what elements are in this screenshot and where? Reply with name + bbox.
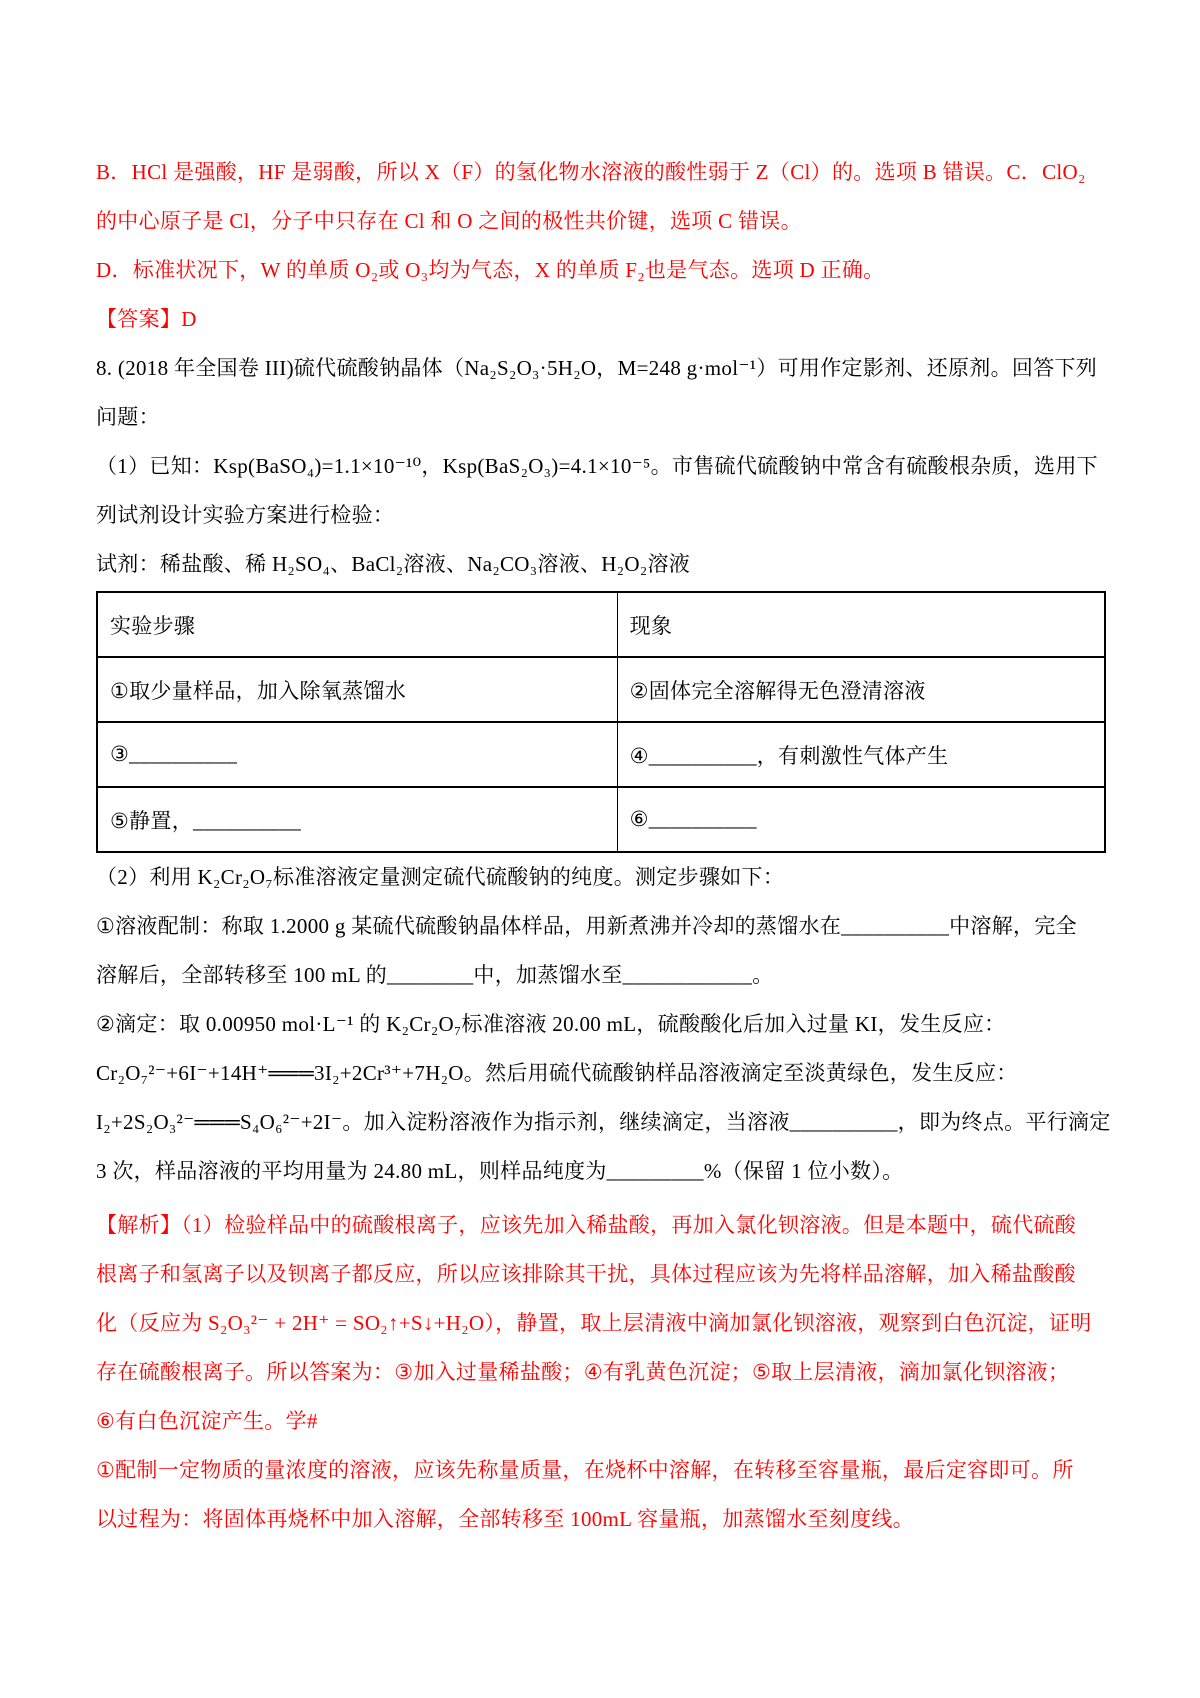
analysis-line: 【解析】（1）检验样品中的硫酸根离子，应该先加入稀盐酸，再加入氯化钡溶液。但是本题中，硫代硫酸 — [96, 1213, 1077, 1237]
table-cell-phenomenon: ④__________，有刺激性气体产生 — [617, 722, 1105, 787]
analysis-line: 化（反应为 S₂O₃²⁻ + 2H⁺ = SO₂↑+S↓+H₂O），静置，取上层清液中滴加氯化钡溶液，观察到白色沉淀，证明 — [96, 1311, 1092, 1335]
question-part2-line: ①溶液配制：称取 1.2000 g 某硫代硫酸钠晶体样品，用新煮沸并冷却的蒸馏水在__________中溶解，完全 — [96, 914, 1077, 938]
option-analysis-line: D．标准状况下，W 的单质 O₂或 O₃均为气态，X 的单质 F₂也是气态。选项 D 正确。 — [96, 258, 885, 282]
analysis-line: ①配制一定物质的量浓度的溶液，应该先称量质量，在烧杯中溶解，在转移至容量瓶，最后定容即可。所 — [96, 1458, 1074, 1482]
reagents-line: 试剂：稀盐酸、稀 H₂SO₄、BaCl₂溶液、Na₂CO₃溶液、H₂O₂溶液 — [96, 552, 691, 576]
option-analysis-line: 的中心原子是 Cl，分子中只存在 Cl 和 O 之间的极性共价键，选项 C 错误。 — [96, 209, 802, 233]
analysis-line: ⑥有白色沉淀产生。学# — [96, 1409, 318, 1433]
analysis-line: 以过程为：将固体再烧杯中加入溶解，全部转移至 100mL 容量瓶，加蒸馏水至刻度线。 — [96, 1507, 914, 1531]
table-cell-step: ③__________ — [97, 722, 617, 787]
experiment-table — [96, 591, 1106, 853]
question-part2-line: 3 次，样品溶液的平均用量为 24.80 mL，则样品纯度为_________%（保留 1 位小数）。 — [96, 1159, 904, 1183]
table-cell-step: ⑤静置，__________ — [97, 787, 617, 852]
question-part2-line: ②滴定：取 0.00950 mol·L⁻¹ 的 K₂Cr₂O₇标准溶液 20.00 mL，硫酸酸化后加入过量 KI，发生反应： — [96, 1012, 1006, 1036]
equation-line: Cr₂O₇²⁻+6I⁻+14H⁺═══3I₂+2Cr³⁺+7H₂O。然后用硫代硫酸钠样品溶液滴定至淡黄绿色，发生反应： — [96, 1061, 1018, 1085]
answer-line: 【答案】D — [96, 307, 197, 331]
analysis-line: 根离子和氢离子以及钡离子都反应，所以应该排除其干扰，具体过程应该为先将样品溶解，加入稀盐酸酸 — [96, 1262, 1076, 1286]
question-part2-line: 溶解后，全部转移至 100 mL 的________中，加蒸馏水至____________。 — [96, 963, 774, 987]
document-content — [96, 148, 1111, 1544]
table-row — [97, 657, 1105, 722]
table-cell-phenomenon: ②固体完全溶解得无色澄清溶液 — [617, 657, 1105, 722]
table-row — [97, 722, 1105, 787]
question-intro-line: 问题： — [96, 405, 160, 429]
question-intro-line: 8. (2018 年全国卷 III)硫代硫酸钠晶体（Na₂S₂O₃·5H₂O，M=248 g·mol⁻¹）可用作定影剂、还原剂。回答下列 — [96, 356, 1098, 380]
table-row — [97, 787, 1105, 852]
question-part1-line: （1）已知：Ksp(BaSO₄)=1.1×10⁻¹⁰，Ksp(BaS₂O₃)=4.1×10⁻⁵。市售硫代硫酸钠中常含有硫酸根杂质，选用下 — [96, 454, 1098, 478]
question-part2-line: （2）利用 K₂Cr₂O₇标准溶液定量测定硫代硫酸钠的纯度。测定步骤如下： — [96, 865, 785, 889]
table-header-steps: 实验步骤 — [97, 592, 617, 657]
table-header-phenomena: 现象 — [617, 592, 1105, 657]
analysis-line: 存在硫酸根离子。所以答案为：③加入过量稀盐酸；④有乳黄色沉淀；⑤取上层清液，滴加氯化钡溶液； — [96, 1360, 1070, 1384]
question-part1-line: 列试剂设计实验方案进行检验： — [96, 503, 395, 527]
analysis-block — [96, 1201, 1106, 1544]
table-header-row — [97, 592, 1105, 657]
option-analysis-line: B．HCl 是强酸，HF 是弱酸，所以 X（F）的氢化物水溶液的酸性弱于 Z（Cl）的。选项 B 错误。C．ClO₂ — [96, 160, 1086, 184]
table-cell-step: ①取少量样品，加入除氧蒸馏水 — [97, 657, 617, 722]
table-cell-phenomenon: ⑥__________ — [617, 787, 1105, 852]
equation-line: I₂+2S₂O₃²⁻═══S₄O₆²⁻+2I⁻。加入淀粉溶液作为指示剂，继续滴定，当溶液__________，即为终点。平行滴定 — [96, 1110, 1111, 1134]
